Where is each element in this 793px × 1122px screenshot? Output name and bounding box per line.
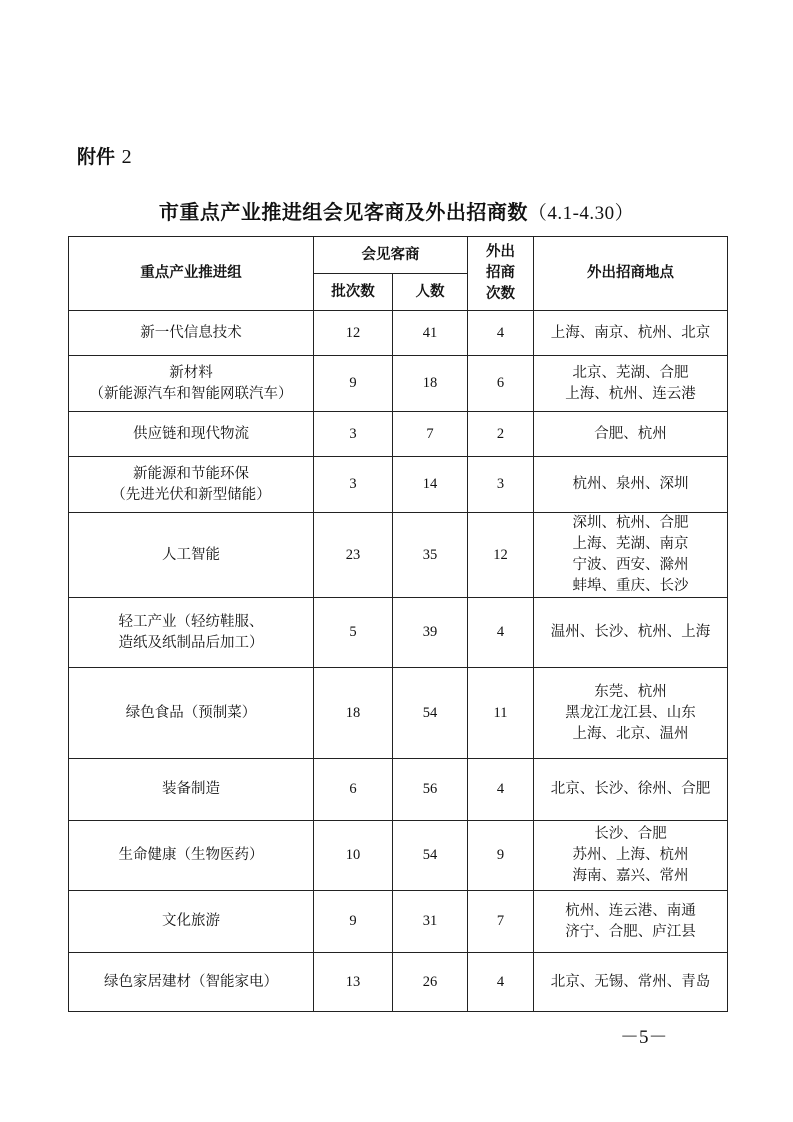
cell-group [69,412,314,457]
cell-places-line: 蚌埠、重庆、长沙 [572,578,689,594]
cell-group-line: 装备制造 [162,781,220,797]
table-row [69,759,728,821]
cell-people: 14 [393,457,468,513]
header-trips-line: 外出 [486,244,515,260]
cell-people: 7 [393,412,468,457]
cell-group-line: 供应链和现代物流 [133,425,249,442]
cell-group [69,953,314,1012]
cell-group-line: 新材料 [169,364,213,381]
cell-trips: 4 [468,598,534,668]
title-main: 市重点产业推进组会见客商及外出招商数 [158,200,528,224]
table-row [69,953,728,1012]
cell-people: 56 [393,759,468,821]
cell-places [534,668,728,759]
cell-group-line: （先进光伏和新型储能） [111,486,271,503]
cell-places-line: 北京、长沙、徐州、合肥 [550,781,711,797]
cell-batches: 6 [314,759,393,821]
cell-batches: 23 [314,513,393,598]
page-number: －5－ [620,1027,668,1048]
cell-group-line: 绿色家居建材（智能家电） [104,973,278,990]
cell-places [534,457,728,513]
table-row [69,356,728,412]
cell-places [534,759,728,821]
title-date-range: （4.1-4.30） [527,203,635,224]
cell-group-line: 新一代信息技术 [140,324,242,341]
table-row [69,598,728,668]
cell-places [534,513,728,598]
cell-group [69,311,314,356]
cell-places-line: 宁波、西安、滁州 [572,557,689,573]
cell-people: 54 [393,668,468,759]
cell-places-line: 杭州、连云港、南通 [565,902,696,919]
cell-places [534,412,728,457]
table-row [69,891,728,953]
header-trips [468,237,534,311]
cell-batches: 9 [314,356,393,412]
cell-places [534,311,728,356]
cell-trips: 11 [468,668,534,759]
table-body [69,311,728,1012]
cell-places-line: 合肥、杭州 [594,425,667,442]
cell-places-line: 温州、长沙、杭州、上海 [550,624,711,640]
cell-places-line: 长沙、合肥 [594,826,667,842]
cell-group [69,821,314,891]
header-batches: 批次数 [314,274,393,311]
cell-people: 31 [393,891,468,953]
cell-places-line: 北京、芜湖、合肥 [572,364,689,381]
cell-places [534,598,728,668]
cell-group [69,457,314,513]
table-row [69,513,728,598]
page-title [0,196,793,225]
cell-people: 26 [393,953,468,1012]
header-group: 重点产业推进组 [69,237,314,311]
cell-group [69,668,314,759]
cell-group-line: 轻工产业（轻纺鞋服、 [118,613,264,630]
cell-group-line: 绿色食品（预制菜） [125,704,257,721]
cell-places-line: 上海、南京、杭州、北京 [550,324,711,341]
table-row [69,821,728,891]
cell-trips: 9 [468,821,534,891]
attachment-number: 2 [121,146,132,168]
cell-group [69,891,314,953]
header-places: 外出招商地点 [534,237,728,311]
cell-places [534,821,728,891]
cell-batches: 18 [314,668,393,759]
cell-places [534,356,728,412]
table-row [69,412,728,457]
cell-places-line: 东莞、杭州 [594,683,667,700]
cell-places [534,891,728,953]
cell-group-line: 新能源和节能环保 [133,465,249,482]
cell-trips: 4 [468,759,534,821]
cell-group-line: 文化旅游 [162,913,220,929]
table-row [69,311,728,356]
cell-batches: 9 [314,891,393,953]
cell-places-line: 杭州、泉州、深圳 [572,476,689,492]
header-meetings: 会见客商 [314,237,468,274]
table-row [69,668,728,759]
cell-batches: 5 [314,598,393,668]
cell-places-line: 上海、北京、温州 [572,725,689,742]
cell-trips: 6 [468,356,534,412]
cell-batches: 12 [314,311,393,356]
attachment-prefix: 附件 [77,146,116,168]
cell-batches: 10 [314,821,393,891]
cell-places-line: 上海、芜湖、南京 [572,536,689,552]
cell-group-line: 造纸及纸制品后加工） [118,634,264,651]
cell-group [69,356,314,412]
cell-people: 41 [393,311,468,356]
cell-places-line: 深圳、杭州、合肥 [572,515,689,531]
cell-group-line: 人工智能 [162,546,220,563]
cell-places [534,953,728,1012]
cell-places-line: 上海、杭州、连云港 [565,385,696,402]
table-row [69,457,728,513]
header-trips-line: 招商 [486,265,515,281]
cell-places-line: 济宁、合肥、庐江县 [565,923,696,940]
cell-trips: 4 [468,953,534,1012]
cell-group [69,598,314,668]
cell-trips: 2 [468,412,534,457]
cell-batches: 3 [314,457,393,513]
header-trips-line: 次数 [486,286,515,302]
cell-places-line: 苏州、上海、杭州 [572,847,689,863]
cell-group [69,513,314,598]
cell-batches: 13 [314,953,393,1012]
cell-places-line: 北京、无锡、常州、青岛 [550,973,711,990]
cell-people: 39 [393,598,468,668]
cell-places-line: 黑龙江龙江县、山东 [565,704,696,721]
cell-trips: 12 [468,513,534,598]
header-people: 人数 [393,274,468,311]
cell-trips: 7 [468,891,534,953]
cell-group [69,759,314,821]
cell-trips: 3 [468,457,534,513]
cell-people: 35 [393,513,468,598]
cell-group-line: 生命健康（生物医药） [118,847,264,863]
investment-table [68,236,728,1012]
attachment-label [77,142,132,169]
cell-batches: 3 [314,412,393,457]
cell-trips: 4 [468,311,534,356]
cell-places-line: 海南、嘉兴、常州 [572,868,689,884]
cell-people: 54 [393,821,468,891]
cell-group-line: （新能源汽车和智能网联汽车） [89,385,293,402]
cell-people: 18 [393,356,468,412]
